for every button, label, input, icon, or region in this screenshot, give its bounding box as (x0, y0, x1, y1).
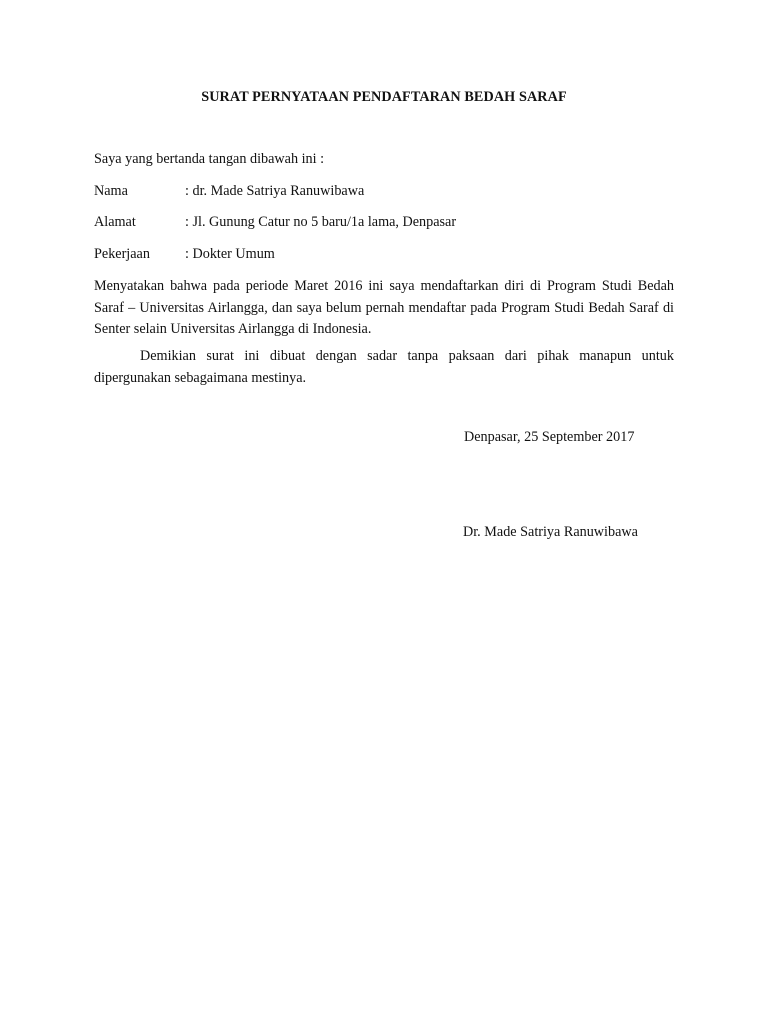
intro-text: Saya yang bertanda tangan dibawah ini : (94, 151, 325, 167)
document-title: SURAT PERNYATAAN PENDAFTARAN BEDAH SARAF (201, 89, 567, 105)
field-label-pekerjaan: Pekerjaan (94, 246, 150, 262)
field-value-alamat: : Jl. Gunung Catur no 5 baru/1a lama, Denpasar (185, 214, 457, 230)
signer-name: Dr. Made Satriya Ranuwibawa (463, 524, 638, 540)
field-label-alamat: Alamat (94, 214, 136, 230)
statement-paragraph: Menyatakan bahwa pada periode Maret 2016 ini saya mendaftarkan diri di Program Studi Bedah Saraf – Universitas Airlangga, dan saya belum pernah mendaftar pada Program Studi Bedah Saraf di Senter selain Universitas Airlangga di Indonesia. (94, 278, 674, 337)
field-value-pekerjaan: : Dokter Umum (185, 246, 275, 262)
field-label-nama: Nama (94, 183, 128, 199)
place-date: Denpasar, 25 September 2017 (464, 429, 635, 445)
field-value-nama: : dr. Made Satriya Ranuwibawa (185, 183, 365, 199)
closing-paragraph: Demikian surat ini dibuat dengan sadar tanpa paksaan dari pihak manapun untuk dipergunakan sebagaimana mestinya. (94, 348, 674, 386)
